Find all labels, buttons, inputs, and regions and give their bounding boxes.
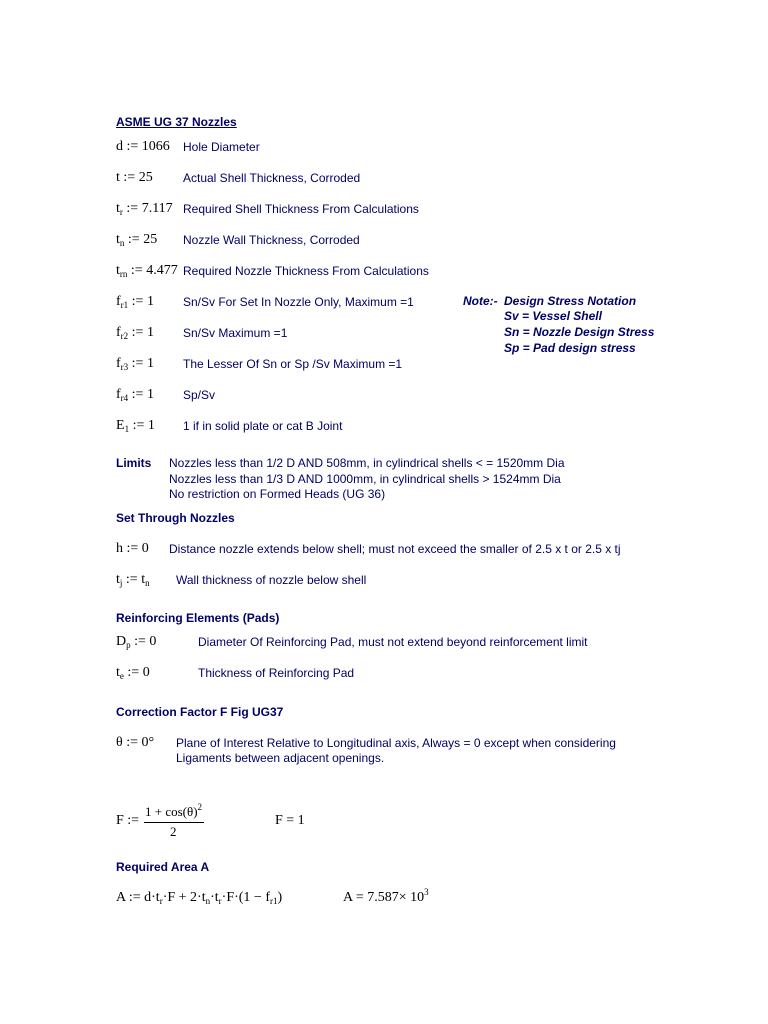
dp-equation: $D_p$ := 0	[116, 634, 157, 650]
f-formula-denominator: 2	[170, 824, 177, 839]
variable-description: Actual Shell Thickness, Corroded	[183, 171, 361, 185]
variable-equation: $E_1$ := 1	[116, 418, 155, 434]
variable-equation: $t_n$ := 25	[116, 232, 158, 248]
variable-description: Sp/Sv	[183, 388, 216, 402]
area-formula: A := $d\cdot t_r\cdot F + 2\cdot t_n\cdot t_r\cdot F\cdot(1 - f_{r1})$	[116, 890, 283, 906]
variable-description: Sn/Sv Maximum =1	[183, 326, 288, 340]
theta-description: Ligaments between adjacent openings.	[176, 751, 385, 765]
limits-line: Nozzles less than 1/3 D AND 1000mm, in cylindrical shells > 1524mm Dia	[169, 472, 561, 486]
note-label: Note:-	[463, 294, 498, 308]
variable-equation: $f_{r1}$ := 1	[116, 294, 154, 310]
variable-description: Sn/Sv For Set In Nozzle Only, Maximum =1	[183, 295, 414, 309]
te-description: Thickness of Reinforcing Pad	[198, 666, 355, 680]
page-title: ASME UG 37 Nozzles	[116, 115, 237, 129]
note-line: Design Stress Notation	[504, 294, 637, 308]
limits-line: No restriction on Formed Heads (UG 36)	[169, 487, 386, 501]
note-line: Sv = Vessel Shell	[504, 309, 602, 323]
limits-label: Limits	[116, 456, 152, 470]
theta-equation: θ := 0°	[116, 735, 155, 750]
section-heading-correction: Correction Factor F Fig UG37	[116, 705, 284, 719]
variable-equation: $f_{r2}$ := 1	[116, 325, 154, 341]
section-heading-set-through: Set Through Nozzles	[116, 511, 235, 525]
variable-description: Nozzle Wall Thickness, Corroded	[183, 233, 360, 247]
note-line: Sp = Pad design stress	[504, 341, 636, 355]
variable-equation: t := 25	[116, 170, 153, 185]
variable-description: Hole Diameter	[183, 140, 260, 154]
theta-description: Plane of Interest Relative to Longitudinal axis, Always = 0 except when considering	[176, 736, 616, 750]
tj-equation: $t_j$ := $t_n$	[116, 572, 150, 588]
variable-equation: $f_{r4}$ := 1	[116, 387, 154, 403]
variable-description: The Lesser Of Sn or Sp /Sv Maximum =1	[183, 357, 403, 371]
variable-description: 1 if in solid plate or cat B Joint	[183, 419, 343, 433]
tj-description: Wall thickness of nozzle below shell	[176, 573, 367, 587]
section-heading-pads: Reinforcing Elements (Pads)	[116, 611, 280, 625]
dp-description: Diameter Of Reinforcing Pad, must not extend beyond reinforcement limit	[198, 635, 588, 649]
variable-description: Required Shell Thickness From Calculations	[183, 202, 419, 216]
variable-equation: $f_{r3}$ := 1	[116, 356, 154, 372]
fraction-bar	[144, 822, 204, 823]
f-formula-lhs: F :=	[116, 813, 140, 828]
variable-equation: $t_r$ := 7.117	[116, 201, 173, 217]
section-heading-required-area: Required Area A	[116, 860, 210, 874]
note-line: Sn = Nozzle Design Stress	[504, 325, 655, 339]
variable-equation: $t_{rn}$ := 4.477	[116, 263, 178, 279]
te-equation: $t_e$ := 0	[116, 665, 150, 681]
f-result: F = 1	[275, 813, 305, 828]
h-equation: h := 0	[116, 541, 149, 556]
variable-description: Required Nozzle Thickness From Calculations	[183, 264, 429, 278]
area-result: $A = 7.587\times 10^3$	[343, 887, 429, 905]
h-description: Distance nozzle extends below shell; must not exceed the smaller of 2.5 x t or 2.5 x tj	[169, 542, 621, 556]
variable-equation: d := 1066	[116, 139, 170, 154]
limits-line: Nozzles less than 1/2 D AND 508mm, in cylindrical shells < = 1520mm Dia	[169, 456, 565, 470]
f-formula-numerator: $1 + \cos(\theta)^2$	[145, 802, 203, 819]
